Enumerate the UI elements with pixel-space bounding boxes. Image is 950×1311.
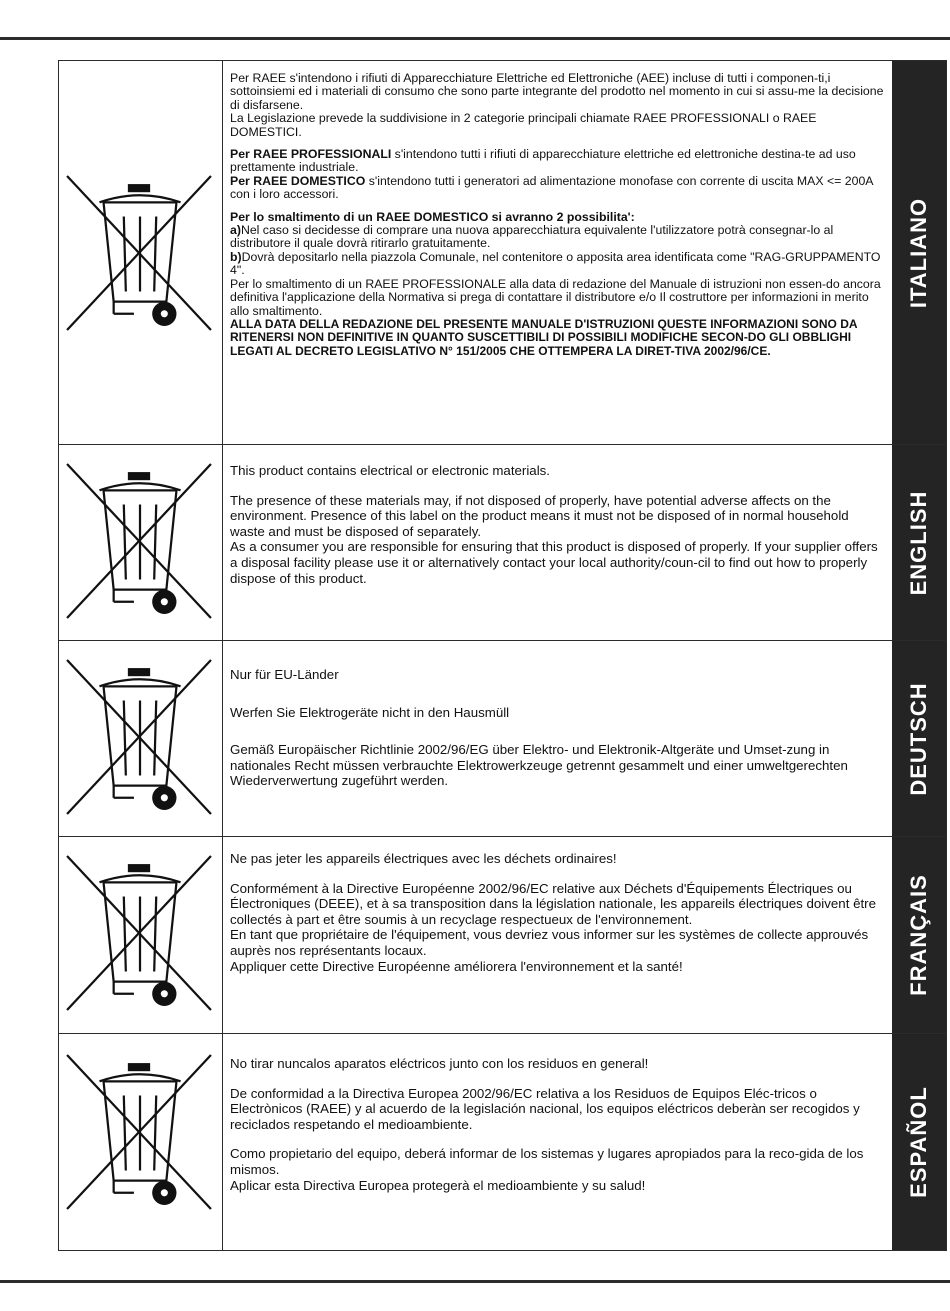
- it-bold-label-3: Per RAEE PROFESSIONALI: [230, 147, 392, 162]
- deutsch-text: [230, 641, 886, 836]
- section-deutsch: [59, 641, 946, 837]
- it-bold-label-6: a): [230, 223, 241, 238]
- weee-icon-cell: [59, 61, 223, 444]
- language-label: FRANÇAIS: [906, 874, 931, 996]
- it-paragraph-3: [230, 148, 886, 175]
- section-italiano: [59, 61, 946, 445]
- top-rule: [0, 37, 950, 40]
- language-tab-italiano: [892, 61, 946, 444]
- language-tab-english: [892, 445, 946, 640]
- it-bold-label-5: Per lo smaltimento di un RAEE DOMESTICO si avranno 2 possibilita':: [230, 209, 635, 224]
- weee-icon-cell: [59, 837, 223, 1033]
- it-paragraph-9: ALLA DATA DELLA REDAZIONE DEL PRESENTE MANUALE D'ISTRUZIONI QUESTE INFORMAZIONI SONO DA RITENERSI NON DEFINITIVE IN QUANTO SUSCETTIBILI DI POSSIBILI MODIFICHE SECON-DO GLI OBBLIGHI LEGATI AL DECRETO LEGISLATIVO N° 151/2005 CHE OTTEMPERA LA DIRET-TIVA 2002/96/CE.: [230, 316, 858, 358]
- it-text-7: Dovrà depositarlo nella piazzola Comunale, nel contenitore o apposita area identificata come "RAG-GRUPPAMENTO 4".: [230, 249, 881, 278]
- crossed-bin-icon: [63, 655, 215, 819]
- francais-text: [230, 837, 886, 1033]
- it-bold-label-4: Per RAEE DOMESTICO: [230, 173, 366, 188]
- it-paragraph-5: [230, 211, 886, 224]
- fr-paragraph-2: Conformément à la Directive Européenne 2002/96/EC relative aux Déchets d'Équipements Électriques ou Électroniques (DEEE), et à sa transposition dans la législation nationale, les appareils électriques doivent être collectés à part et être soumis à un recyclage respectueux de l'environnement.: [230, 880, 877, 927]
- crossed-bin-icon: [63, 1050, 215, 1214]
- crossed-bin-icon: [63, 171, 215, 335]
- language-label: ENGLISH: [906, 490, 931, 595]
- language-label: DEUTSCH: [906, 681, 931, 796]
- fr-paragraph-3: En tant que propriétaire de l'équipement, vous devriez vous informer sur les systèmes de collecte approuvés auprès nos représentants locaux.: [230, 927, 869, 958]
- section-francais: [59, 837, 946, 1034]
- section-espanol: [59, 1034, 946, 1250]
- de-paragraph-3: Gemäß Europäischer Richtlinie 2002/96/EG über Elektro- und Elektronik-Altgeräte und Umset-zung in nationales Recht müssen verbrauchte Elektrowerkzeuge getrennt gesammelt und einer umweltgerechten Wiederverwertung zugeführt werden.: [230, 742, 848, 789]
- it-text-4: s'intendono tutti i generatori ad alimentazione monofase con corrente di uscita MAX <= 200A con i loro accessori.: [230, 173, 873, 202]
- it-paragraph-1: Per RAEE s'intendono i rifiuti di Apparecchiature Elettriche ed Elettroniche (AEE) incluse di tutti i componen-ti,i sottoinsiemi ed i materiali di consumo che sono parte integrante del prodotto nel momento in cui si assu-me la decisione di disfarsene.: [230, 71, 884, 112]
- espanol-text: [230, 1034, 886, 1250]
- fr-paragraph-4: Appliquer cette Directive Européenne améliorera l'environnement et la santé!: [230, 958, 683, 974]
- language-tab-espanol: [892, 1034, 946, 1250]
- italiano-text: [230, 61, 886, 444]
- language-label: ESPAÑOL: [906, 1086, 931, 1198]
- language-label: ITALIANO: [906, 197, 931, 308]
- crossed-bin-icon: [63, 459, 215, 623]
- weee-icon-cell: [59, 641, 223, 836]
- english-text: [230, 445, 886, 640]
- it-paragraph-2: La Legislazione prevede la suddivisione in 2 categorie principali chiamate RAEE PROFESSIONALI o RAEE DOMESTICI.: [230, 111, 817, 139]
- language-tab-deutsch: [892, 641, 946, 836]
- de-paragraph-2: Werfen Sie Elektrogeräte nicht in den Hausmüll: [230, 704, 510, 720]
- language-tab-francais: [892, 837, 946, 1033]
- es-paragraph-3: Como propietario del equipo, deberá informar de los sistemas y lugares apropiados para la reco-gida de los mismos.: [230, 1146, 864, 1177]
- fr-paragraph-1: Ne pas jeter les appareils électriques avec les déchets ordinaires!: [230, 851, 617, 866]
- it-paragraph-7: [230, 251, 886, 278]
- de-paragraph-1: Nur für EU-Länder: [230, 667, 339, 682]
- bottom-rule: [0, 1280, 950, 1283]
- es-paragraph-4: Aplicar esta Directiva Europea protegerà el medioambiente y su salud!: [230, 1177, 646, 1193]
- it-paragraph-8: Per lo smaltimento di un RAEE PROFESSIONALE alla data di redazione del Manuale di istruzioni non essen-do ancora definitiva l'applicazione della Normativa si prega di contattare il distributore e/o Il costruttore per informazioni in merito allo smaltimento.: [230, 276, 881, 318]
- it-paragraph-4: [230, 175, 886, 202]
- en-paragraph-1: This product contains electrical or electronic materials.: [230, 463, 550, 478]
- section-english: [59, 445, 946, 641]
- en-paragraph-3: As a consumer you are responsible for ensuring that this product is disposed of properly. If your supplier offers a disposal facility please use it or alternatively contact your local authority/coun-cil to find out how to properly dispose of this product.: [230, 539, 878, 586]
- weee-icon-cell: [59, 1034, 223, 1250]
- it-paragraph-6: [230, 224, 886, 251]
- es-paragraph-2: De conformidad a la Directiva Europea 2002/96/EC relativa a los Residuos de Equipos Eléc-tricos o Electrònicos (RAEE) y al acuerdo de la legislación nacional, los equipos eléctricos deberàn ser recogidos y reciclados respetando el medioambiente.: [230, 1085, 860, 1132]
- it-text-3: s'intendono tutti i rifiuti di apparecchiature elettriche ed elettroniche destina-te ad uso prettamente industriale.: [230, 147, 856, 175]
- en-paragraph-2: The presence of these materials may, if not disposed of properly, have potential adverse affects on the environment. Presence of this label on the product means it must not be disposed of in normal household waste and must be disposed of separately.: [230, 492, 849, 539]
- weee-disposal-sheet: [58, 60, 947, 1251]
- it-bold-label-7: b): [230, 249, 242, 264]
- weee-icon-cell: [59, 445, 223, 640]
- crossed-bin-icon: [63, 851, 215, 1015]
- it-text-6: Nel caso si decidesse di comprare una nuova apparecchiatura equivalente l'utilizzatore potrà consegnar-lo al distributore il quale dovrà ritirarlo gratuitamente.: [230, 223, 834, 251]
- es-paragraph-1: No tirar nuncalos aparatos eléctricos junto con los residuos en general!: [230, 1056, 649, 1071]
